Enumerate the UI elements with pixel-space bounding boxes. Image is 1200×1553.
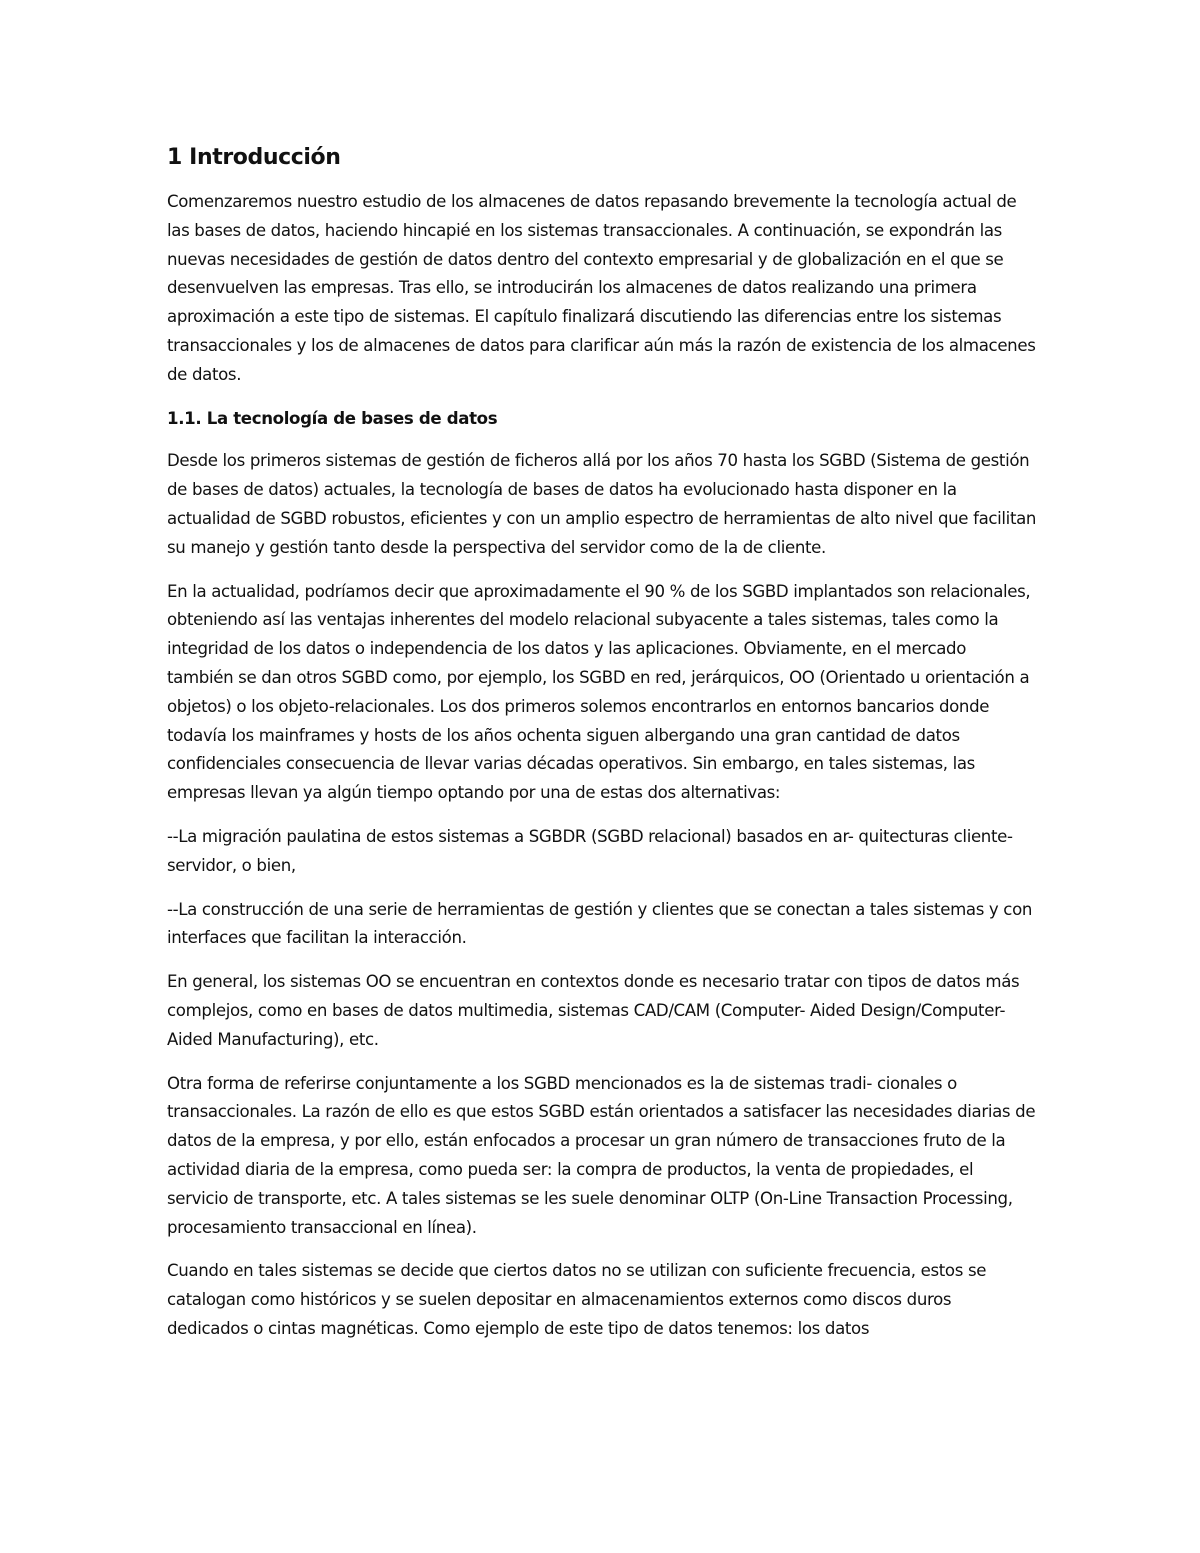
- paragraph-oltp: Otra forma de referirse conjuntamente a los SGBD mencionados es la de sistemas tradi- cionales o transaccionales. La razón de ello es que estos SGBD están orientados a satisfacer las necesidades diarias de datos de la empresa, y por ello, están enfocados a procesar un gran número de transacciones fruto de la actividad diaria de la empresa, como pueda ser: la compra de productos, la venta de propiedades, el servicio de transporte, etc. A tales sistemas se les suele denominar OLTP (On-Line Transaction Processing, procesamiento transaccional en línea).: [167, 1073, 1036, 1237]
- paragraph-alternative-migration: --La migración paulatina de estos sistemas a SGBDR (SGBD relacional) basados en ar- quitecturas cliente-servidor, o bien,: [167, 826, 1013, 875]
- paragraph-relational-sgbd: En la actualidad, podríamos decir que aproximadamente el 90 % de los SGBD implantados son relacionales, obteniendo así las ventajas inherentes del modelo relacional subyacente a tales sistemas, tales como la integridad de los datos o independencia de los datos y las aplicaciones. Obviamente, en el mercado también se dan otros SGBD como, por ejemplo, los SGBD en red, jerárquicos, OO (Orientado u orientación a objetos) o los objeto-relacionales. Los dos primeros solemos encontrarlos en entornos bancarios donde todavía los mainframes y hosts de los años ochenta siguen albergando una gran cantidad de datos confidenciales consecuencia de llevar varias décadas operativos. Sin embargo, en tales sistemas, las empresas llevan ya algún tiempo optando por una de estas dos alternativas:: [167, 581, 1031, 803]
- intro-paragraph: Comenzaremos nuestro estudio de los almacenes de datos repasando brevemente la tecnología actual de las bases de datos, haciendo hincapié en los sistemas transaccionales. A continuación, se expondrán las nuevas necesidades de gestión de datos dentro del contexto empresarial y de globalización en el que se desenvuelven las empresas. Tras ello, se introducirán los almacenes de datos realizando una primera aproximación a este tipo de sistemas. El capítulo finalizará discutiendo las diferencias entre los sistemas transaccionales y los de almacenes de datos para clarificar aún más la razón de existencia de los almacenes de datos.: [167, 192, 1036, 384]
- paragraph-alternative-tools: --La construcción de una serie de herramientas de gestión y clientes que se conectan a tales sistemas y con interfaces que facilitan la interacción.: [167, 899, 1033, 948]
- paragraph-oo-systems: En general, los sistemas OO se encuentran en contextos donde es necesario tratar con tipos de datos más complejos, como en bases de datos multimedia, sistemas CAD/CAM (Computer- Aided Design/Computer-Aided Manufacturing), etc.: [167, 972, 1020, 1049]
- subsection-heading: 1.1. La tecnología de bases de datos: [167, 408, 498, 428]
- document-body: [167, 142, 1037, 1359]
- paragraph-sgbd-evolution: Desde los primeros sistemas de gestión de ficheros allá por los años 70 hasta los SGBD (Sistema de gestión de bases de datos) actuales, la tecnología de bases de datos ha evolucionado hasta disponer en la actualidad de SGBD robustos, eficientes y con un amplio espectro de herramientas de alto nivel que facilitan su manejo y gestión tanto desde la perspectiva del servidor como de la de cliente.: [167, 451, 1037, 557]
- paragraph-historical-data: Cuando en tales sistemas se decide que ciertos datos no se utilizan con suficiente frecuencia, estos se catalogan como históricos y se suelen depositar en almacenamientos externos como discos duros dedicados o cintas magnéticas. Como ejemplo de este tipo de datos tenemos: los datos: [167, 1261, 987, 1338]
- section-heading: 1 Introducción: [167, 145, 341, 170]
